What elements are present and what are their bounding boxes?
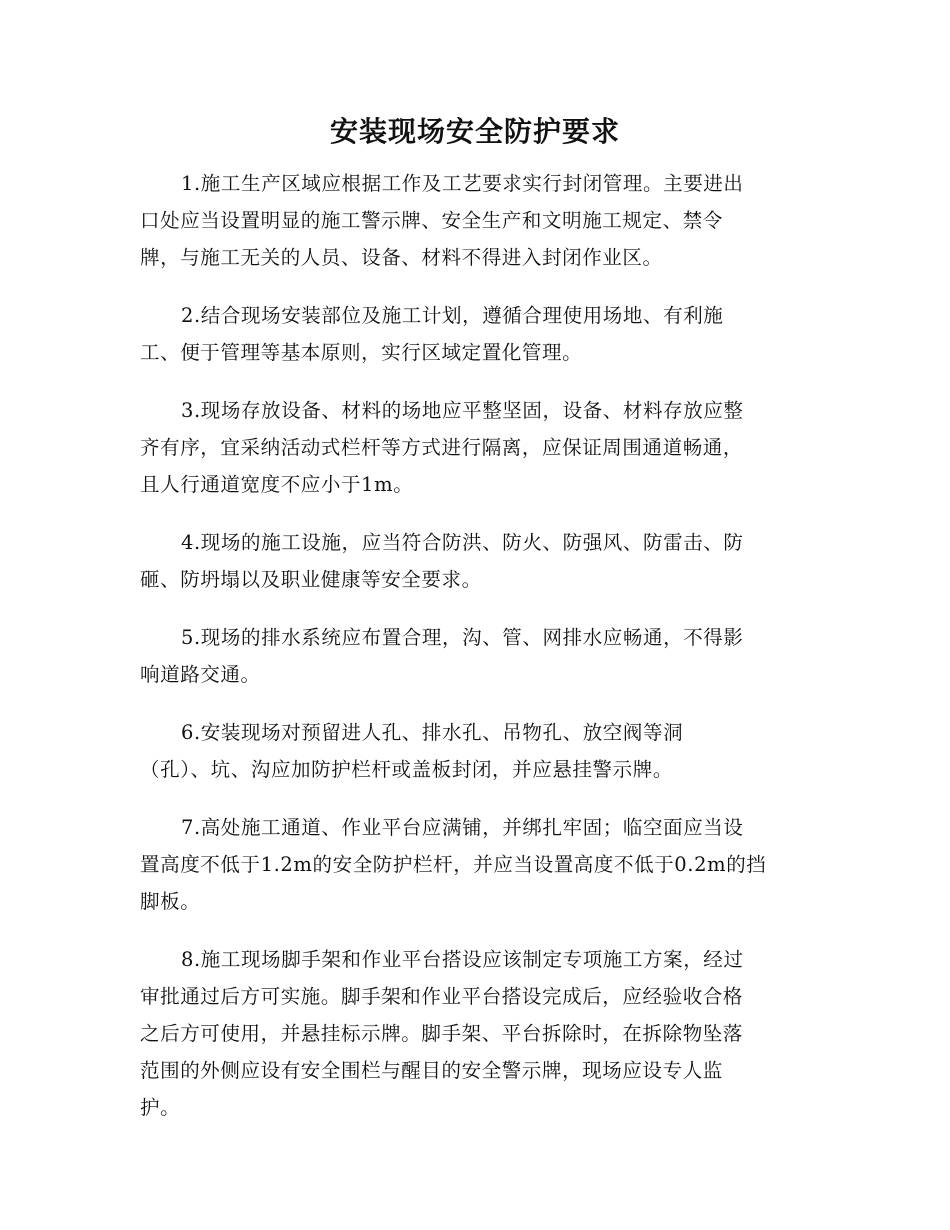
paragraph-line: 护。: [140, 1096, 181, 1119]
paragraph-1: [140, 165, 815, 276]
paragraph-line: 之后方可使用，并悬挂标示牌。脚手架、平台拆除时，在拆除物坠落: [140, 1022, 744, 1045]
paragraph-line: 8.施工现场脚手架和作业平台搭设应该制定专项施工方案，经过: [181, 948, 744, 971]
paragraph-8: [140, 941, 815, 1126]
paragraph-line: 5.现场的排水系统应布置合理，沟、管、网排水应畅通，不得影: [181, 626, 744, 649]
paragraph-3: [140, 392, 815, 503]
paragraph-line: 7.高处施工通道、作业平台应满铺，并绑扎牢固；临空面应当设: [181, 816, 744, 839]
paragraph-line: 4.现场的施工设施，应当符合防洪、防火、防强风、防雷击、防: [181, 531, 744, 554]
paragraph-4: [140, 524, 815, 598]
paragraph-line: 口处应当设置明显的施工警示牌、安全生产和文明施工规定、禁令: [140, 209, 723, 232]
paragraph-6: [140, 714, 815, 788]
paragraph-line: 齐有序，宜采纳活动式栏杆等方式进行隔离，应保证周围通道畅通，: [140, 436, 744, 459]
paragraph-line: 且人行通道宽度不应小于1m。: [140, 473, 414, 496]
paragraph-line: 置高度不低于1.2m的安全防护栏杆，并应当设置高度不低于0.2m的挡: [140, 853, 767, 876]
paragraph-line: 审批通过后方可实施。脚手架和作业平台搭设完成后，应经验收合格: [140, 985, 744, 1008]
paragraph-line: 2.结合现场安装部位及施工计划，遵循合理使用场地、有利施: [181, 304, 724, 327]
paragraph-line: 3.现场存放设备、材料的场地应平整坚固，设备、材料存放应整: [181, 399, 744, 422]
paragraph-line: 1.施工生产区域应根据工作及工艺要求实行封闭管理。主要进出: [181, 172, 744, 195]
paragraph-line: 范围的外侧应设有安全围栏与醒目的安全警示牌，现场应设专人监: [140, 1059, 723, 1082]
paragraph-line: 响道路交通。: [140, 663, 261, 686]
paragraph-line: 砸、防坍塌以及职业健康等安全要求。: [140, 568, 482, 591]
paragraph-line: 牌，与施工无关的人员、设备、材料不得进入封闭作业区。: [140, 246, 663, 269]
paragraph-line: （孔）、坑、沟应加防护栏杆或盖板封闭，并应悬挂警示牌。: [140, 758, 673, 781]
paragraph-5: [140, 619, 815, 693]
document-body: [140, 165, 815, 1147]
document-title: 安装现场安全防护要求: [329, 115, 620, 148]
paragraph-line: 脚板。: [140, 890, 201, 913]
paragraph-line: 工、便于管理等基本原则，实行区域定置化管理。: [140, 341, 583, 364]
paragraph-line: 6.安装现场对预留进人孔、排水孔、吊物孔、放空阀等洞: [181, 721, 684, 744]
paragraph-2: [140, 297, 815, 371]
paragraph-7: [140, 809, 815, 920]
